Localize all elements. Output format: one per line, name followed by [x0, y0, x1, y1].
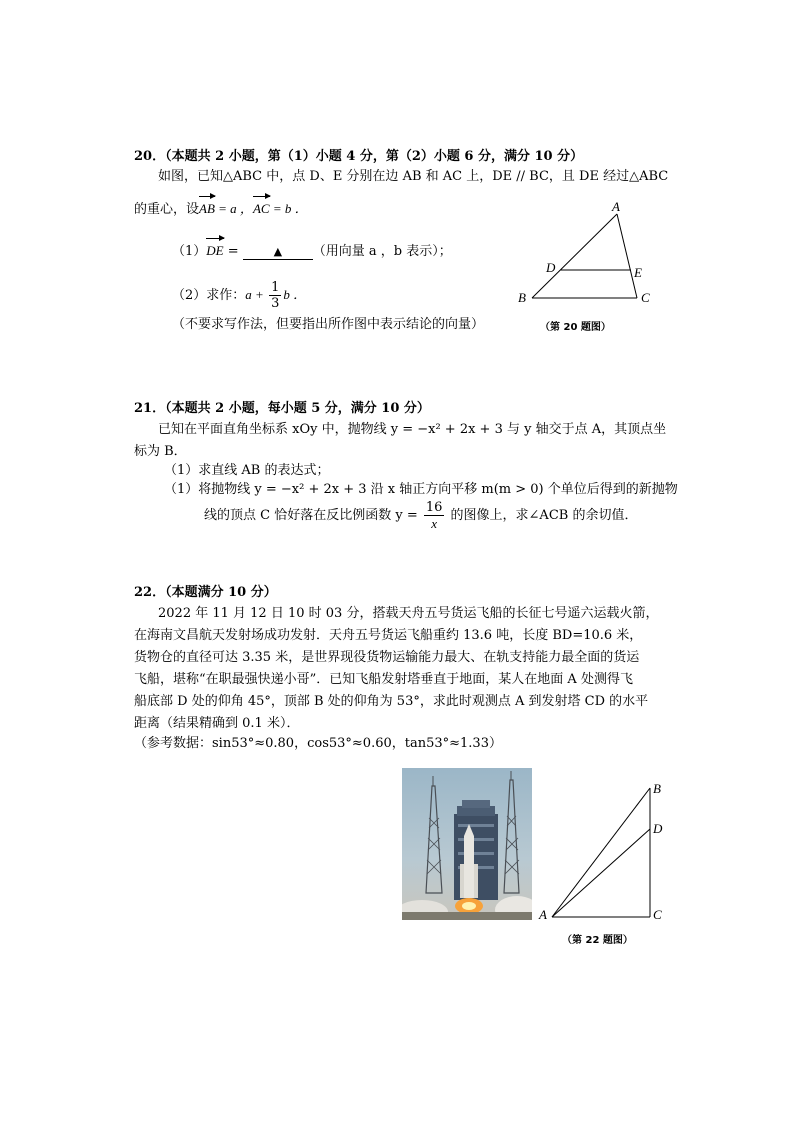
q20-line2-prefix: 的重心，设 — [134, 202, 200, 217]
q20-line1: 如图，已知△ABC 中，点 D、E 分别在边 AB 和 AC 上，DE // BC，且 DE 经过△ABC — [158, 169, 669, 184]
q20-part2-fraction — [269, 280, 281, 311]
q22-line6: 距离（结果精确到 0.1 米）． — [134, 716, 300, 731]
q20-vec-ab: AB — [199, 201, 215, 216]
q20-part2-a: a + — [245, 287, 268, 302]
q20-part2 — [172, 280, 306, 311]
q20-eq-b: = b ． — [269, 201, 308, 216]
q21-part2-a: （1）将抛物线 y = −x² + 2x + 3 沿 x 轴正方向平移 m(m > 0) 个单位后得到的新抛物 — [164, 482, 678, 497]
q20-part1-tail: （用向量 a ，b 表示）； — [312, 244, 452, 259]
q21-header: 21．（本题共 2 小题，每小题 5 分，满分 10 分） — [134, 401, 430, 416]
q22-caption: （第 22 题图） — [562, 935, 633, 946]
q20-part1-num: （1） — [172, 244, 207, 259]
q22-label-b: B — [653, 781, 661, 796]
q22-label-c: C — [653, 907, 662, 922]
q20-part1-eq: = — [223, 244, 243, 259]
q21-part2-b — [204, 500, 637, 531]
q20-frac-den: 3 — [271, 296, 280, 311]
q20-side-ac — [617, 214, 637, 298]
q20-side-ab — [532, 214, 617, 298]
q22-line2: 在海南文昌航天发射场成功发射．天舟五号货运飞船重约 13.6 吨，长度 BD=10.6 米， — [134, 628, 643, 643]
q22-line5: 船底部 D 处的仰角 45°，顶部 B 处的仰角为 53°，求此时观测点 A 到发射塔 CD 的水平 — [134, 694, 649, 709]
q22-sightline-ad — [552, 829, 650, 917]
q21-line1: 已知在平面直角坐标系 xOy 中，抛物线 y = −x² + 2x + 3 与 y 轴交于点 A，其顶点坐 — [158, 422, 667, 437]
q21-fraction — [424, 500, 445, 531]
q20-label-a: A — [612, 199, 620, 214]
q20-line2 — [134, 200, 308, 219]
q20-label-e: E — [634, 265, 642, 280]
q21-frac-num: 16 — [425, 500, 443, 515]
q22-sightline-ab — [552, 788, 650, 917]
q21-frac-den: x — [431, 516, 438, 531]
q20-eq-a: = a ， — [214, 201, 253, 216]
rocket-launch-photo — [402, 768, 532, 920]
q22-line3: 货物仓的直径可达 3.35 米，是世界现役货物运输能力最大、在轨支持能力最全面的货运 — [134, 650, 640, 665]
q20-part2-note: （不要求写作法，但要指出所作图中表示结论的向量） — [172, 317, 485, 332]
q22-header: 22．（本题满分 10 分） — [134, 585, 277, 600]
q21-line2: 标为 B． — [134, 444, 187, 459]
q20-header: 20．（本题共 2 小题，第（1）小题 4 分，第（2）小题 6 分，满分 10 分） — [134, 149, 584, 164]
q20-figure — [510, 196, 660, 308]
q20-vec-de: DE — [206, 243, 224, 258]
q22-figure — [536, 780, 666, 926]
q22-label-d: D — [653, 821, 663, 836]
q22-line4: 飞船，堪称“在职最强快递小哥”．已知飞船发射塔垂直于地面，某人在地面 A 处测得飞 — [134, 672, 633, 687]
q20-part2-b: b ． — [283, 287, 307, 302]
q20-frac-num: 1 — [271, 280, 280, 295]
q20-part1 — [172, 242, 452, 261]
q20-caption: （第 20 题图） — [540, 322, 611, 333]
q22-reference-data: （参考数据：sin53°≈0.80，cos53°≈0.60，tan53°≈1.33） — [134, 736, 502, 751]
q21-part2-suffix: 的图像上，求∠ACB 的余切值． — [446, 508, 638, 523]
q21-part1: （1）求直线 AB 的表达式； — [164, 463, 330, 478]
q20-label-d: D — [546, 260, 556, 275]
q20-answer-blank: ▲ — [243, 245, 313, 260]
q20-vec-ac: AC — [252, 201, 270, 216]
q20-label-b: B — [518, 290, 526, 305]
q22-line1: 2022 年 11 月 12 日 10 时 03 分，搭载天舟五号货运飞船的长征七号遥六运载火箭， — [158, 606, 659, 621]
q22-label-a: A — [539, 907, 547, 922]
q21-part2-prefix: 线的顶点 C 恰好落在反比例函数 y = — [204, 508, 422, 523]
q20-part2-prefix: （2）求作： — [172, 288, 246, 303]
q20-label-c: C — [641, 290, 650, 305]
